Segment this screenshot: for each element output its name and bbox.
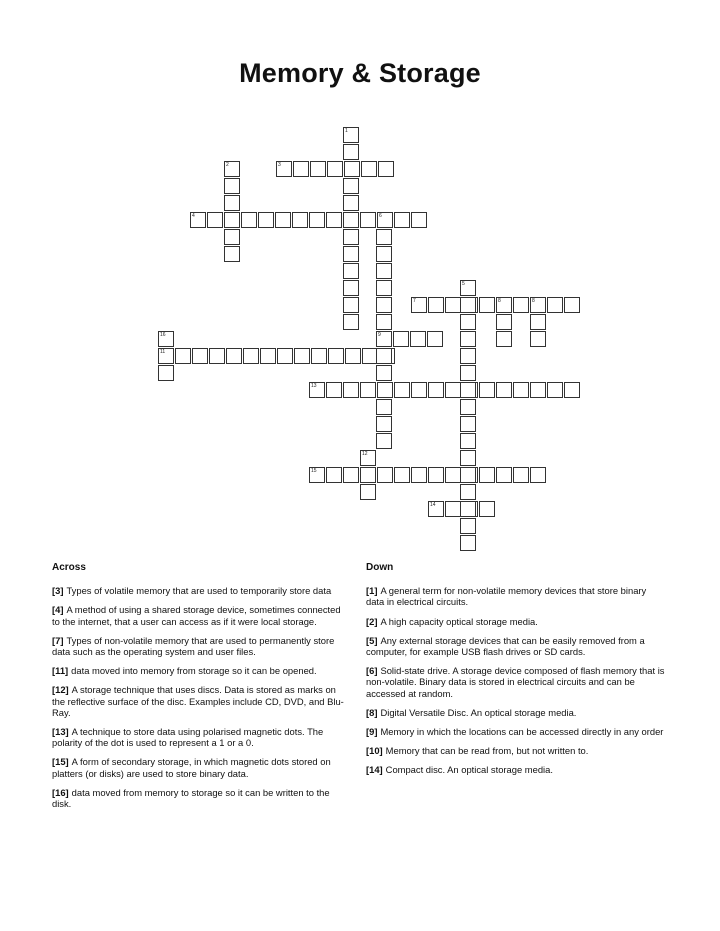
- clue-text: A form of secondary storage, in which magnetic dots stored on platters (or disks) are used to store binary data.: [52, 756, 331, 779]
- grid-cell[interactable]: [158, 348, 174, 364]
- grid-cell[interactable]: [360, 467, 376, 483]
- clue-text: A storage technique that uses discs. Data is stored as marks on the reflective surface of the disc. Examples include CD, DVD, and Blu-Ray.: [52, 684, 344, 718]
- grid-cell[interactable]: [343, 280, 359, 296]
- grid-cell[interactable]: [564, 297, 580, 313]
- grid-cell[interactable]: [460, 433, 476, 449]
- grid-cell[interactable]: [460, 416, 476, 432]
- grid-cell[interactable]: [309, 212, 325, 228]
- grid-cell[interactable]: [530, 297, 546, 313]
- grid-cell[interactable]: [496, 297, 512, 313]
- grid-cell[interactable]: [376, 246, 392, 262]
- grid-cell[interactable]: [343, 263, 359, 279]
- grid-cell[interactable]: [479, 467, 495, 483]
- clue-number: [5]: [366, 634, 378, 646]
- grid-cell[interactable]: [460, 450, 476, 466]
- clue-text: A technique to store data using polarised magnetic dots. The polarity of the dot is used to represent a 1 or a 0.: [52, 726, 324, 749]
- cell-number: 1: [345, 128, 348, 134]
- grid-cell[interactable]: [394, 382, 410, 398]
- grid-cell[interactable]: [328, 348, 344, 364]
- grid-cell[interactable]: [513, 467, 529, 483]
- clue-number: [4]: [52, 604, 64, 616]
- grid-cell[interactable]: [460, 348, 476, 364]
- grid-cell[interactable]: [376, 229, 392, 245]
- cell-number: 12: [362, 451, 368, 457]
- clue-text: A general term for non-volatile memory devices that store binary data in electrical circuits.: [366, 585, 647, 608]
- grid-cell[interactable]: [496, 314, 512, 330]
- grid-cell[interactable]: [376, 314, 392, 330]
- grid-cell[interactable]: [479, 501, 495, 517]
- clue-text: Digital Versatile Disc. An optical storage media.: [380, 706, 577, 718]
- grid-cell[interactable]: [410, 331, 426, 347]
- clue-text: Memory in which the locations can be accessed directly in any order: [380, 726, 664, 738]
- cell-number: 15: [311, 468, 317, 474]
- grid-cell[interactable]: [393, 331, 409, 347]
- clue-across-7: [52, 787, 348, 809]
- grid-cell[interactable]: [460, 331, 476, 347]
- clue-number: [16]: [52, 786, 69, 798]
- grid-cell[interactable]: [547, 297, 563, 313]
- clue-down-2: [366, 635, 666, 657]
- cell-number: 4: [192, 213, 195, 219]
- clue-text: data moved into memory from storage so it can be opened.: [71, 665, 317, 677]
- grid-cell[interactable]: [243, 348, 259, 364]
- clue-text: A method of using a shared storage device, sometimes connected to the internet, that a user can access as if it were local storage.: [52, 604, 341, 627]
- grid-cell[interactable]: [460, 518, 476, 534]
- grid-cell[interactable]: [376, 348, 392, 364]
- grid-cell[interactable]: [344, 161, 360, 177]
- grid-cell[interactable]: [411, 297, 427, 313]
- clue-text: Compact disc. An optical storage media.: [385, 764, 553, 776]
- grid-cell[interactable]: [158, 365, 174, 381]
- grid-cell[interactable]: [378, 161, 394, 177]
- grid-cell[interactable]: [360, 382, 376, 398]
- grid-cell[interactable]: [343, 127, 359, 143]
- grid-cell[interactable]: [343, 382, 359, 398]
- grid-cell[interactable]: [241, 212, 257, 228]
- grid-cell[interactable]: [460, 314, 476, 330]
- grid-cell[interactable]: [460, 382, 476, 398]
- grid-cell[interactable]: [496, 331, 512, 347]
- cell-number: 9: [378, 332, 381, 338]
- grid-cell[interactable]: [427, 331, 443, 347]
- grid-cell[interactable]: [428, 467, 444, 483]
- grid-cell[interactable]: [360, 212, 376, 228]
- grid-cell[interactable]: [361, 161, 377, 177]
- grid-cell[interactable]: [513, 382, 529, 398]
- grid-cell[interactable]: [276, 161, 292, 177]
- grid-cell[interactable]: [175, 348, 191, 364]
- across-clues: [52, 562, 348, 817]
- grid-cell[interactable]: [293, 161, 309, 177]
- grid-cell[interactable]: [224, 161, 240, 177]
- grid-cell[interactable]: [207, 212, 223, 228]
- grid-cell[interactable]: [530, 331, 546, 347]
- grid-cell[interactable]: [530, 382, 546, 398]
- clue-number: [9]: [366, 726, 378, 738]
- clue-text: Any external storage devices that can be easily removed from a computer, for example USB flash drives or SD cards.: [366, 634, 645, 658]
- grid-cell[interactable]: [376, 433, 392, 449]
- grid-cell[interactable]: [192, 348, 208, 364]
- grid-cell[interactable]: [428, 501, 444, 517]
- grid-cell[interactable]: [428, 297, 444, 313]
- clue-across-3: [52, 665, 348, 676]
- grid-cell[interactable]: [376, 399, 392, 415]
- grid-cell[interactable]: [376, 263, 392, 279]
- cell-number: 14: [430, 502, 436, 508]
- grid-cell[interactable]: [343, 195, 359, 211]
- grid-cell[interactable]: [445, 501, 461, 517]
- grid-cell[interactable]: [309, 467, 325, 483]
- cell-number: 7: [413, 298, 416, 304]
- clue-number: [13]: [52, 726, 69, 738]
- grid-cell[interactable]: [226, 348, 242, 364]
- grid-cell[interactable]: [158, 331, 174, 347]
- grid-cell[interactable]: [224, 246, 240, 262]
- clue-number: [15]: [52, 756, 69, 768]
- grid-cell[interactable]: [294, 348, 310, 364]
- cell-number: 3: [278, 162, 281, 168]
- grid-cell[interactable]: [376, 365, 392, 381]
- grid-cell[interactable]: [530, 314, 546, 330]
- grid-cell[interactable]: [547, 382, 563, 398]
- grid-cell[interactable]: [460, 484, 476, 500]
- grid-cell[interactable]: [260, 348, 276, 364]
- grid-cell[interactable]: [343, 467, 359, 483]
- grid-cell[interactable]: [376, 331, 392, 347]
- clue-across-0: [52, 585, 348, 596]
- cell-number: 11: [160, 349, 166, 355]
- cell-number: 13: [311, 383, 317, 389]
- grid-cell[interactable]: [564, 382, 580, 398]
- clue-text: data moved from memory to storage so it can be written to the disk.: [52, 786, 330, 810]
- grid-cell[interactable]: [360, 450, 376, 466]
- cell-number: 8: [498, 298, 501, 304]
- grid-cell[interactable]: [479, 297, 495, 313]
- grid-cell[interactable]: [445, 382, 461, 398]
- clue-down-5: [366, 726, 666, 737]
- grid-cell[interactable]: [343, 212, 359, 228]
- grid-cell[interactable]: [327, 161, 343, 177]
- grid-cell[interactable]: [224, 229, 240, 245]
- grid-cell[interactable]: [496, 382, 512, 398]
- grid-cell[interactable]: [460, 535, 476, 551]
- cell-number: 5: [462, 281, 465, 287]
- cell-number: 2: [226, 162, 229, 168]
- grid-cell[interactable]: [376, 416, 392, 432]
- grid-cell[interactable]: [190, 212, 206, 228]
- grid-cell[interactable]: [343, 144, 359, 160]
- grid-cell[interactable]: [428, 382, 444, 398]
- clue-down-7: [366, 764, 666, 775]
- grid-cell[interactable]: [460, 399, 476, 415]
- grid-cell[interactable]: [376, 297, 392, 313]
- clue-down-1: [366, 616, 666, 627]
- clue-text: Types of volatile memory that are used to temporarily store data: [66, 585, 332, 597]
- clue-across-6: [52, 756, 348, 778]
- grid-cell[interactable]: [343, 246, 359, 262]
- grid-cell[interactable]: [377, 467, 393, 483]
- clue-down-0: [366, 585, 666, 607]
- grid-cell[interactable]: [394, 212, 410, 228]
- clue-number: [14]: [366, 764, 383, 776]
- clue-number: [10]: [366, 745, 383, 757]
- cell-number: 8: [532, 298, 535, 304]
- grid-cell[interactable]: [460, 365, 476, 381]
- clue-number: [1]: [366, 585, 378, 597]
- clue-text: Solid-state drive. A storage device composed of flash memory that is non-volatile. Binary data is stored in electrical circuits and can be accessed at random.: [366, 665, 665, 699]
- grid-cell[interactable]: [460, 501, 476, 517]
- clue-number: [6]: [366, 665, 378, 677]
- clue-across-1: [52, 604, 348, 626]
- grid-cell[interactable]: [513, 297, 529, 313]
- grid-cell[interactable]: [277, 348, 293, 364]
- grid-cell[interactable]: [345, 348, 361, 364]
- grid-cell[interactable]: [496, 467, 512, 483]
- grid-cell[interactable]: [479, 382, 495, 398]
- clue-down-4: [366, 707, 666, 718]
- clue-text: Memory that can be read from, but not written to.: [385, 745, 589, 757]
- grid-cell[interactable]: [411, 467, 427, 483]
- grid-cell[interactable]: [326, 382, 342, 398]
- clue-text: A high capacity optical storage media.: [380, 615, 538, 627]
- clue-number: [7]: [52, 634, 64, 646]
- down-clues: [366, 562, 666, 784]
- clue-across-4: [52, 684, 348, 718]
- clue-number: [8]: [366, 706, 378, 718]
- clue-across-5: [52, 726, 348, 748]
- page-title: Memory & Storage: [239, 58, 481, 88]
- grid-cell[interactable]: [309, 382, 325, 398]
- down-heading: Down: [366, 562, 394, 573]
- grid-cell[interactable]: [445, 467, 461, 483]
- grid-cell[interactable]: [224, 178, 240, 194]
- clue-number: [3]: [52, 585, 64, 597]
- grid-cell[interactable]: [445, 297, 461, 313]
- grid-cell[interactable]: [377, 382, 393, 398]
- grid-cell[interactable]: [311, 348, 327, 364]
- grid-cell[interactable]: [411, 382, 427, 398]
- grid-cell[interactable]: [258, 212, 274, 228]
- clue-down-3: [366, 665, 666, 699]
- grid-cell[interactable]: [224, 212, 240, 228]
- grid-cell[interactable]: [460, 467, 476, 483]
- grid-cell[interactable]: [343, 297, 359, 313]
- cell-number: 6: [379, 213, 382, 219]
- grid-cell[interactable]: [275, 212, 291, 228]
- grid-cell[interactable]: [292, 212, 308, 228]
- grid-cell[interactable]: [376, 280, 392, 296]
- cell-number: 16: [160, 332, 166, 338]
- grid-cell[interactable]: [460, 280, 476, 296]
- clue-down-6: [366, 745, 666, 756]
- grid-cell[interactable]: [530, 467, 546, 483]
- grid-cell[interactable]: [411, 212, 427, 228]
- grid-cell[interactable]: [209, 348, 225, 364]
- clue-across-2: [52, 635, 348, 657]
- across-heading: Across: [52, 562, 86, 573]
- grid-cell[interactable]: [460, 297, 476, 313]
- grid-cell[interactable]: [343, 178, 359, 194]
- grid-cell[interactable]: [326, 212, 342, 228]
- grid-cell[interactable]: [310, 161, 326, 177]
- clue-text: Types of non-volatile memory that are used to permanently store data such as the operating system and user files.: [52, 634, 335, 658]
- grid-cell[interactable]: [343, 229, 359, 245]
- grid-cell[interactable]: [377, 212, 393, 228]
- clue-number: [11]: [52, 665, 69, 677]
- grid-cell[interactable]: [360, 484, 376, 500]
- grid-cell[interactable]: [224, 195, 240, 211]
- clue-number: [2]: [366, 615, 378, 627]
- grid-cell[interactable]: [343, 314, 359, 330]
- clue-number: [12]: [52, 684, 69, 696]
- grid-cell[interactable]: [394, 467, 410, 483]
- grid-cell[interactable]: [326, 467, 342, 483]
